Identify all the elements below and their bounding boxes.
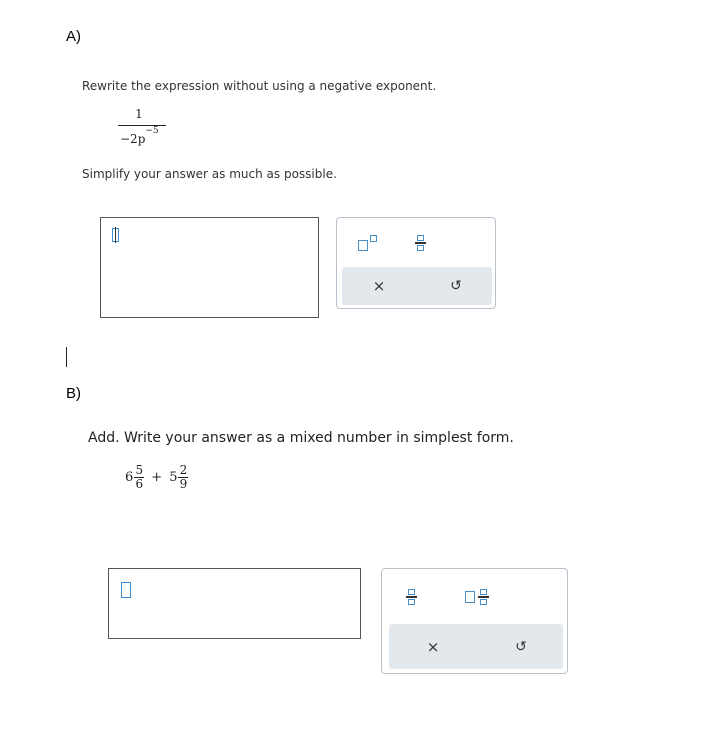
mixed2-denominator: 9 [179,477,188,491]
part-a-expression [118,107,168,146]
part-a-simplify-note: Simplify your answer as much as possible. [82,167,337,181]
part-b-palette-action-bar [389,624,563,669]
fraction-button[interactable] [405,229,435,257]
mixed1-fraction [134,464,144,491]
expr-denominator-exponent: −5 [145,126,159,136]
part-b-math-palette [381,568,568,674]
mixed2-numerator: 2 [179,463,188,477]
mixed1-whole: 6 [125,470,134,485]
part-a-math-palette [336,217,496,309]
undo-button[interactable] [445,275,467,297]
close-icon: × [372,277,386,295]
fraction-icon [406,589,417,606]
part-b-answer-input[interactable] [108,568,361,639]
input-cursor-placeholder [112,228,119,242]
part-a-prompt: Rewrite the expression without using a negative exponent. [82,79,437,93]
mixed-number-button[interactable] [458,582,496,612]
fraction-button[interactable] [396,582,426,612]
mixed-number-icon [465,589,489,606]
part-a-palette-action-bar [342,267,492,305]
clear-button[interactable] [422,636,444,658]
undo-icon: ↺ [515,639,527,655]
mixed1-numerator: 5 [135,463,144,477]
mixed2-whole: 5 [169,470,178,485]
close-icon: × [426,638,440,656]
part-b-expression [125,464,188,491]
part-a-answer-input[interactable] [100,217,319,318]
part-a-label: A) [66,28,81,45]
fraction-icon [415,235,426,252]
input-cursor-placeholder [121,582,131,598]
plus-operator: + [151,470,163,485]
undo-icon: ↺ [450,278,462,294]
expr-denominator-base: −2p [120,132,146,146]
exponent-icon [358,235,378,251]
clear-button[interactable] [368,275,390,297]
part-b-label: B) [66,385,81,402]
mixed1-denominator: 6 [135,477,144,491]
undo-button[interactable] [510,636,532,658]
mixed2-fraction [178,464,188,491]
expr-numerator: 1 [135,107,143,121]
text-caret [66,347,67,367]
part-b-prompt: Add. Write your answer as a mixed number in simplest form. [88,430,514,446]
exponent-button[interactable] [353,230,383,256]
